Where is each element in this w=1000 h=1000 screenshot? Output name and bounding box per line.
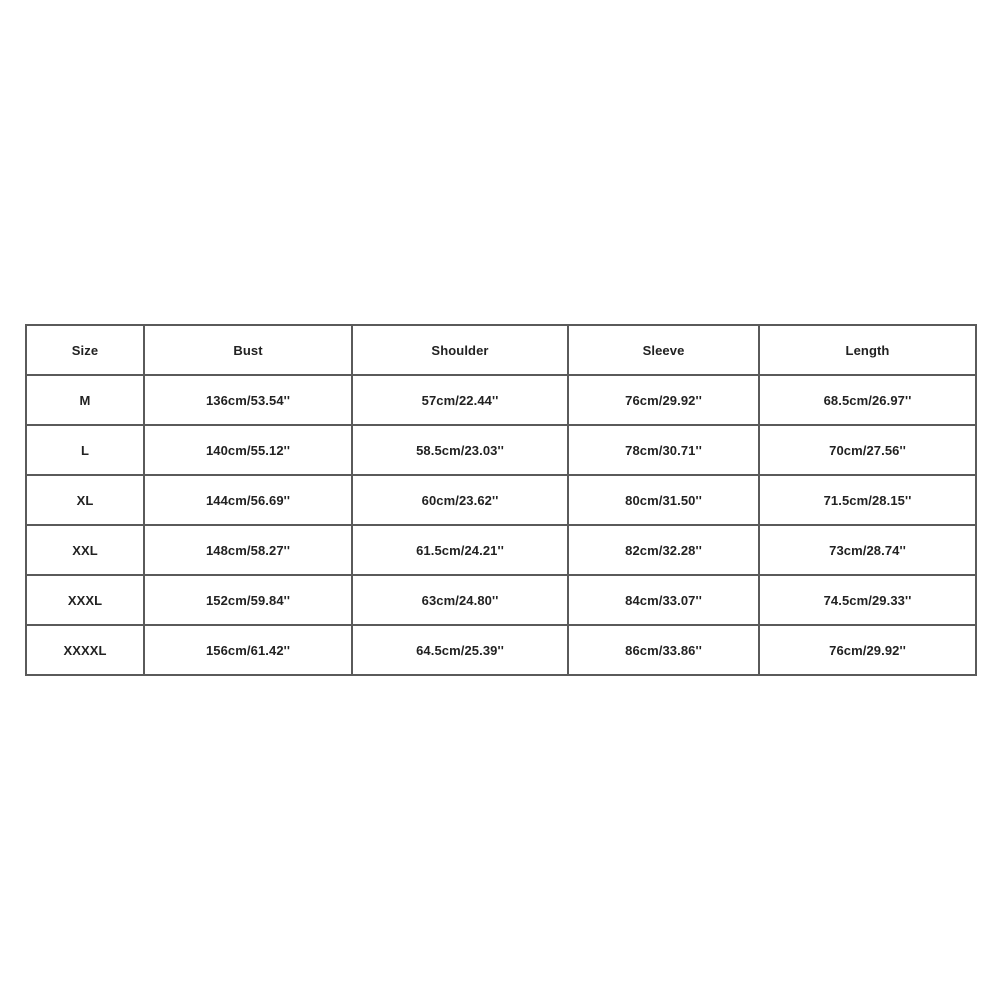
cell-length: 68.5cm/26.97'' [759,375,976,425]
cell-length: 76cm/29.92'' [759,625,976,675]
cell-size: XL [26,475,144,525]
header-sleeve: Sleeve [568,325,759,375]
cell-size: XXXXL [26,625,144,675]
cell-shoulder: 60cm/23.62'' [352,475,568,525]
table-header-row [26,325,976,375]
cell-shoulder: 57cm/22.44'' [352,375,568,425]
cell-size: XXXL [26,575,144,625]
table-row [26,375,976,425]
cell-bust: 144cm/56.69'' [144,475,352,525]
cell-sleeve: 76cm/29.92'' [568,375,759,425]
cell-bust: 152cm/59.84'' [144,575,352,625]
header-length: Length [759,325,976,375]
cell-bust: 148cm/58.27'' [144,525,352,575]
header-shoulder: Shoulder [352,325,568,375]
cell-size: L [26,425,144,475]
cell-shoulder: 63cm/24.80'' [352,575,568,625]
cell-sleeve: 84cm/33.07'' [568,575,759,625]
cell-length: 73cm/28.74'' [759,525,976,575]
cell-length: 70cm/27.56'' [759,425,976,475]
size-chart-table [25,324,977,676]
table-row [26,425,976,475]
cell-bust: 140cm/55.12'' [144,425,352,475]
cell-shoulder: 61.5cm/24.21'' [352,525,568,575]
header-bust: Bust [144,325,352,375]
table-row [26,475,976,525]
cell-size: M [26,375,144,425]
cell-size: XXL [26,525,144,575]
cell-sleeve: 80cm/31.50'' [568,475,759,525]
table-row [26,575,976,625]
cell-sleeve: 78cm/30.71'' [568,425,759,475]
cell-bust: 136cm/53.54'' [144,375,352,425]
cell-sleeve: 82cm/32.28'' [568,525,759,575]
cell-shoulder: 58.5cm/23.03'' [352,425,568,475]
table-row [26,625,976,675]
cell-shoulder: 64.5cm/25.39'' [352,625,568,675]
cell-bust: 156cm/61.42'' [144,625,352,675]
cell-length: 74.5cm/29.33'' [759,575,976,625]
header-size: Size [26,325,144,375]
table-row [26,525,976,575]
cell-length: 71.5cm/28.15'' [759,475,976,525]
cell-sleeve: 86cm/33.86'' [568,625,759,675]
